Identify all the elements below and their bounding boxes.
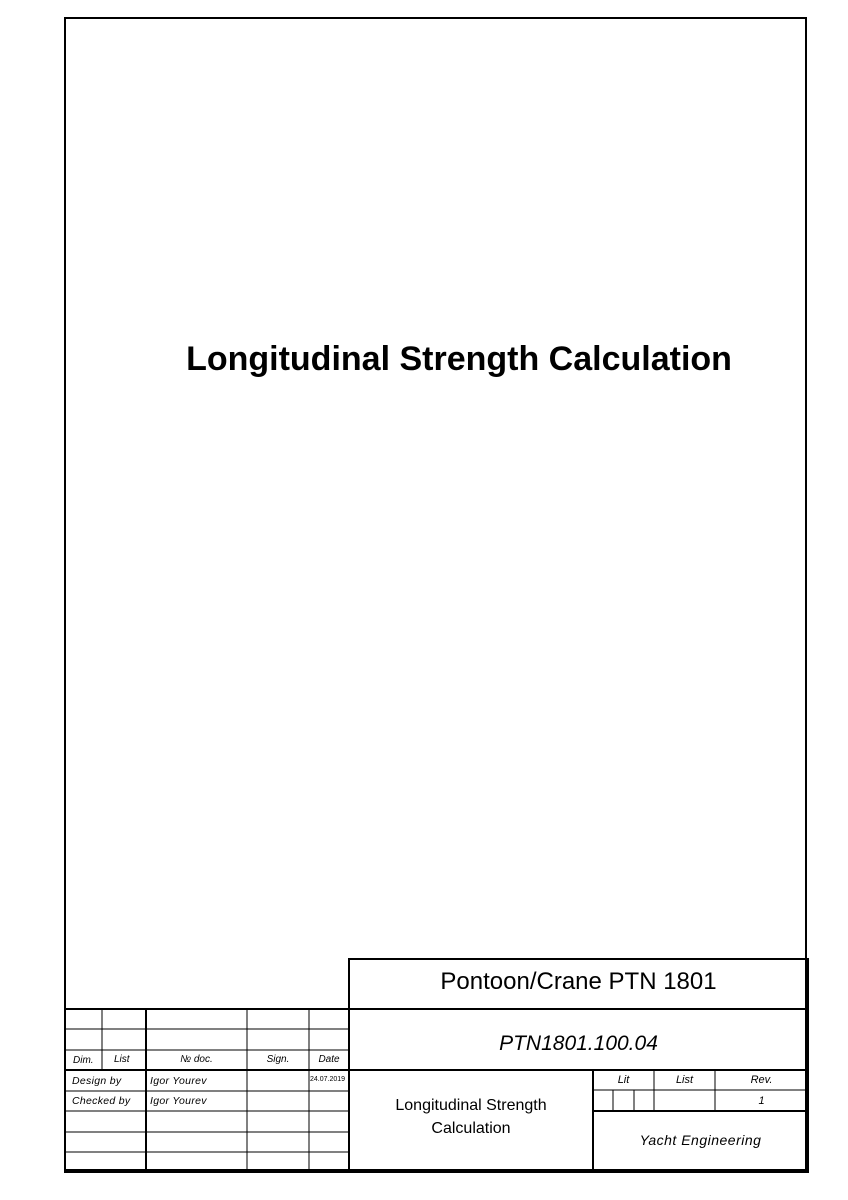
- rev-value: 1: [758, 1095, 765, 1107]
- lit-label: Lit: [617, 1074, 630, 1086]
- document-number: PTN1801.100.04: [499, 1032, 658, 1055]
- header-list: List: [114, 1054, 130, 1065]
- title-block: [64, 958, 809, 1173]
- design-date: 24.07.2019: [310, 1076, 346, 1083]
- project-name: Pontoon/Crane PTN 1801: [440, 968, 717, 995]
- header-dim: Dim.: [73, 1055, 94, 1066]
- list-label: List: [675, 1074, 694, 1086]
- block-title-line1: Longitudinal Strength: [395, 1097, 547, 1114]
- header-no-doc: № doc.: [180, 1054, 213, 1065]
- page-title: Longitudinal Strength Calculation: [186, 340, 732, 378]
- checked-by-name: Igor Yourev: [150, 1095, 207, 1107]
- header-sign: Sign.: [266, 1054, 290, 1065]
- design-by-label: Design by: [72, 1075, 122, 1087]
- rev-label: Rev.: [750, 1074, 773, 1086]
- block-title-line2: Calculation: [431, 1120, 511, 1137]
- design-by-name: Igor Yourev: [150, 1075, 207, 1087]
- checked-by-label: Checked by: [72, 1095, 131, 1107]
- header-date: Date: [318, 1054, 340, 1065]
- company-name: Yacht Engineering: [639, 1132, 762, 1148]
